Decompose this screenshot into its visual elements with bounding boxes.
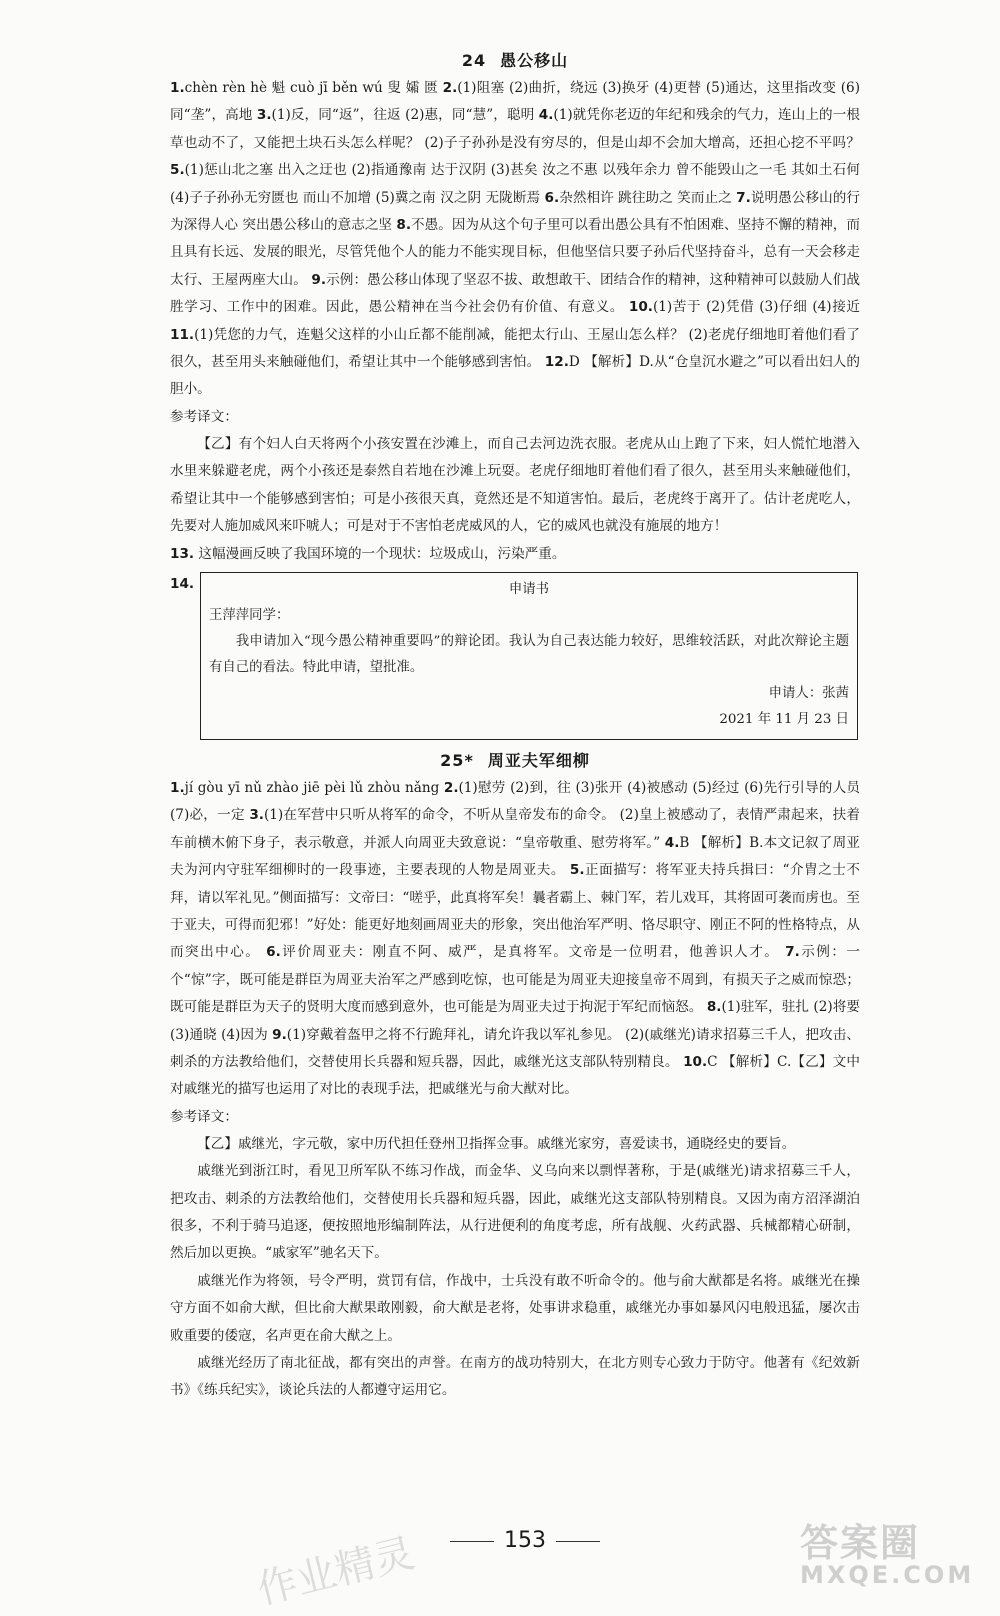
answer-number: 6. <box>544 189 560 206</box>
answer-number: 1. <box>170 80 185 96</box>
answer-text: (1)苦于 (2)凭借 (3)仔细 (4)接近 <box>652 299 860 316</box>
site-logo-text: 答案圈 <box>800 1521 921 1565</box>
answer-text: (1)在军营中只听从将军的命令，不听从皇帝发布的命令。 (2)皇上被感动了，表情严肃起来，扶着车前横木俯下身子，表示敬意，并派人向周亚夫致意说：“皇帝敬重、慰劳将军。” <box>170 807 860 851</box>
section-24-number: 24 <box>461 51 487 70</box>
answer-text: 杂然相许 跳往助之 笑而止之 <box>559 189 737 206</box>
application-letter-greeting: 王萍萍同学： <box>209 607 290 623</box>
answer-text: D 【解析】D.从“仓皇沉水避之”可以看出妇人的胆小。 <box>170 354 860 398</box>
section-25-number: 25* <box>440 750 474 770</box>
answer-text: jí gòu yī nǔ zhào jiē pèi lǔ zhòu nǎng <box>184 779 444 796</box>
site-logo-domain: MXQE.COM <box>800 1561 975 1589</box>
answer-number: 7. <box>736 189 751 206</box>
page-number-value: 153 <box>504 1528 546 1553</box>
application-letter-box <box>200 572 858 740</box>
answer-number: 5. <box>170 162 185 179</box>
answer-text: (1)慰劳 (2)到，往 (3)张开 (4)被感动 (5)经过 (6)先行引导的人员 (7)必，一定 <box>170 779 860 824</box>
answer-text: 示例：一个“惊”字，既可能是群臣为周亚夫治军之严感到吃惊，也可能是为周亚夫迎接皇帝不周到，有损天子之威而惊恐；既可能是群臣为天子的贤明大度而感到意外，也可能是为周亚夫过于拘泥于军纪而恼怒。 <box>170 944 860 1016</box>
answer-text: B 【解析】B.本文记叙了周亚夫为河内守驻军细柳时的一段事迹，主要表现的人物是周亚夫。 <box>170 834 860 879</box>
section-24-translation: 【乙】有个妇人白天将两个小孩安置在沙滩上，而自己去河边洗衣服。老虎从山上跑了下来，妇人慌忙地潜入水里来躲避老虎，两个小孩还是泰然自若地在沙滩上玩耍。老虎仔细地盯着他们看了很久，甚至用头来触碰他们，希望让其中一个能够感到害怕；可是小孩很天真，竟然还是不知道害怕。最后，老虎终于离开了。估计老虎吃人，先要对人施加威风来吓唬人；可是对于不害怕老虎威风的人，它的威风也就没有施展的地方！ <box>170 435 860 535</box>
answer-14 <box>170 572 860 740</box>
section-24-translation-label: 参考译文： <box>170 408 238 425</box>
answer-number: 8. <box>396 217 411 234</box>
watermark-stamp: 作业精灵 <box>252 1530 420 1614</box>
section-25-translation-p4: 戚继光经历了南北征战，都有突出的声誉。在南方的战功特别大，在北方则专心致力于防守。他著有《纪效新书》《练兵纪实》，谈论兵法的人都遵守运用它。 <box>170 1355 860 1399</box>
answer-number: 4. <box>538 107 554 124</box>
section-25-translation-label: 参考译文： <box>170 1108 238 1125</box>
application-letter-title: 申请书 <box>508 581 550 597</box>
answer-text: (1)惩山北之塞 出入之迂也 (2)指通豫南 达于汉阴 (3)甚矣 汝之不惠 以残年余力 曾不能毁山之一毛 其如土石何 (4)子子孙孙无穷匮也 而山不加增 (5)冀之南 汉之阴 无陇断焉 <box>170 162 860 206</box>
answer-text: C 【解析】C.【乙】文中对戚继光的描写也运用了对比的表现手法，把戚继光与俞大猷对比。 <box>170 1053 860 1098</box>
answer-number: 12. <box>544 354 569 371</box>
answer-text: 不愚。因为从这个句子里可以看出愚公具有不怕困难、坚持不懈的精神，而且具有长远、发展的眼光，尽管凭他个人的能力不能实现目标，但他坚信只要子孙后代坚持奋斗，总有一天会移走太行、王屋两座大山。 <box>170 217 860 288</box>
answer-text: (1)穿戴着盔甲之将不行跪拜礼，请允许我以军礼参见。 (2)(戚继光)请求招募三千人，把攻击、刺杀的方法教给他们，交替使用长兵器和短兵器，因此，戚继光这支部队特别精良。 <box>170 1026 860 1070</box>
section-25-translation-p2: 戚继光到浙江时，看见卫所军队不练习作战，而金华、义乌向来以剽悍著称，于是(戚继光)请求招募三千人，把攻击、刺杀的方法教给他们，交替使用长兵器和短兵器，因此，戚继光这支部队特别精良。又因为南方沼泽湖泊很多，不利于骑马追逐，便按照地形编制阵法，从行进便利的角度考虑，所有战舰、火药武器、兵械都精心研制，然后加以更换。“戚家军”驰名天下。 <box>170 1163 860 1262</box>
application-letter-body: 我申请加入“现今愚公精神重要吗”的辩论团。我认为自己表达能力较好，思维较活跃，对此次辩论主题有自己的看法。特此申请，望批准。 <box>209 633 849 675</box>
answer-number: 10. <box>628 299 653 316</box>
answer-13-text: 这幅漫画反映了我国环境的一个现状：垃圾成山，污染严重。 <box>198 545 566 562</box>
page-number-right-rule <box>556 1541 600 1542</box>
answer-text: (1)凭您的力气，连魁父这样的小山丘都不能削减，能把太行山、王屋山怎么样？ (2)老虎仔细地盯着他们看了很久，甚至用头来触碰他们，希望让其中一个能够感到害怕。 <box>170 326 860 371</box>
answer-number: 9. <box>272 1026 287 1043</box>
answer-text: 评价周亚夫：刚直不阿、威严，是真将军。文帝是一位明君，他善识人才。 <box>280 944 786 961</box>
section-24-title <box>170 48 860 71</box>
section-24-name: 愚公移山 <box>500 51 569 70</box>
page-number-left-rule <box>450 1541 494 1542</box>
answer-number: 4. <box>664 834 680 851</box>
section-25-name: 周亚夫军细柳 <box>487 750 590 770</box>
answer-14-number: 14. <box>170 575 195 592</box>
answer-text: chèn rèn hè 魁 cuò jī běn wú 叟 孀 匮 <box>184 80 443 96</box>
answer-number: 2. <box>442 80 458 96</box>
section-25-translation-p3: 戚继光作为将领，号令严明，赏罚有信，作战中，士兵没有敢不听命令的。他与俞大猷都是名将。戚继光在操守方面不如俞大猷，但比俞大猷果敢刚毅，俞大猷是老将，处事讲求稳重，戚继光办事如暴风闪电般迅猛，屡次击败重要的倭寇，名声更在俞大猷之上。 <box>170 1272 860 1344</box>
answer-text: (1)就凭你老迈的年纪和残余的气力，连山上的一根草也动不了，又能把土块石头怎么样呢？ (2)子子孙孙是没有穷尽的，但是山却不会加大增高，还担心挖不平吗？ <box>170 107 860 151</box>
page-number <box>440 1528 610 1553</box>
section-24-answers <box>170 75 860 404</box>
site-logo <box>800 1512 980 1592</box>
application-letter-date: 2021 年 11 月 23 日 <box>719 711 849 727</box>
application-letter-signer: 申请人：张茜 <box>768 685 849 701</box>
answer-number: 9. <box>311 271 326 288</box>
answer-text: 正面描写：将军亚夫持兵揖曰：“介胄之士不拜，请以军礼见。”侧面描写：文帝曰：“嗟乎，此真将军矣！曩者霸上、棘门军，若儿戏耳，其将固可袭而虏也。至于亚夫，可得而犯邪！”好处：能更好地刻画周亚夫的形象，突出他治军严明、恪尽职守、刚正不阿的性格特点，从而突出中心。 <box>170 862 860 961</box>
answer-number: 1. <box>170 779 185 796</box>
answer-number: 3. <box>256 107 272 124</box>
answer-number: 5. <box>569 862 585 879</box>
answer-text: 示例：愚公移山体现了坚忍不拔、敢想敢干、团结合作的精神，这种精神可以鼓励人们战胜学习、工作中的困难。因此，愚公精神在当今社会仍有价值、有意义。 <box>170 271 861 316</box>
answer-number: 6. <box>266 944 281 961</box>
answer-number: 7. <box>785 944 800 961</box>
section-25-answers <box>170 775 860 1104</box>
section-25-title <box>170 748 860 771</box>
answer-text: (1)反，同“返”，往返 (2)惠，同“慧”，聪明 <box>271 107 539 124</box>
section-25-translation-p1: 【乙】戚继光，字元敬，家中历代担任登州卫指挥佥事。戚继光家穷，喜爱读书，通晓经史的要旨。 <box>197 1135 796 1152</box>
answer-13 <box>170 541 860 568</box>
answer-page <box>170 40 860 1405</box>
answer-number: 2. <box>443 779 459 796</box>
answer-text: 说明愚公移山的行为深得人心 突出愚公移山的意志之坚 <box>170 189 860 234</box>
answer-number: 11. <box>170 326 195 343</box>
answer-number: 10. <box>683 1053 708 1070</box>
answer-13-number: 13. <box>170 545 195 562</box>
answer-number: 8. <box>706 999 722 1016</box>
answer-text: (1)阻塞 (2)曲折，绕远 (3)换牙 (4)更替 (5)通达，这里指改变 (6)同“垄”，高地 <box>170 80 860 124</box>
answer-text: (1)驻军，驻扎 (2)将要 (3)通晓 (4)因为 <box>170 999 860 1043</box>
answer-number: 3. <box>249 807 264 824</box>
